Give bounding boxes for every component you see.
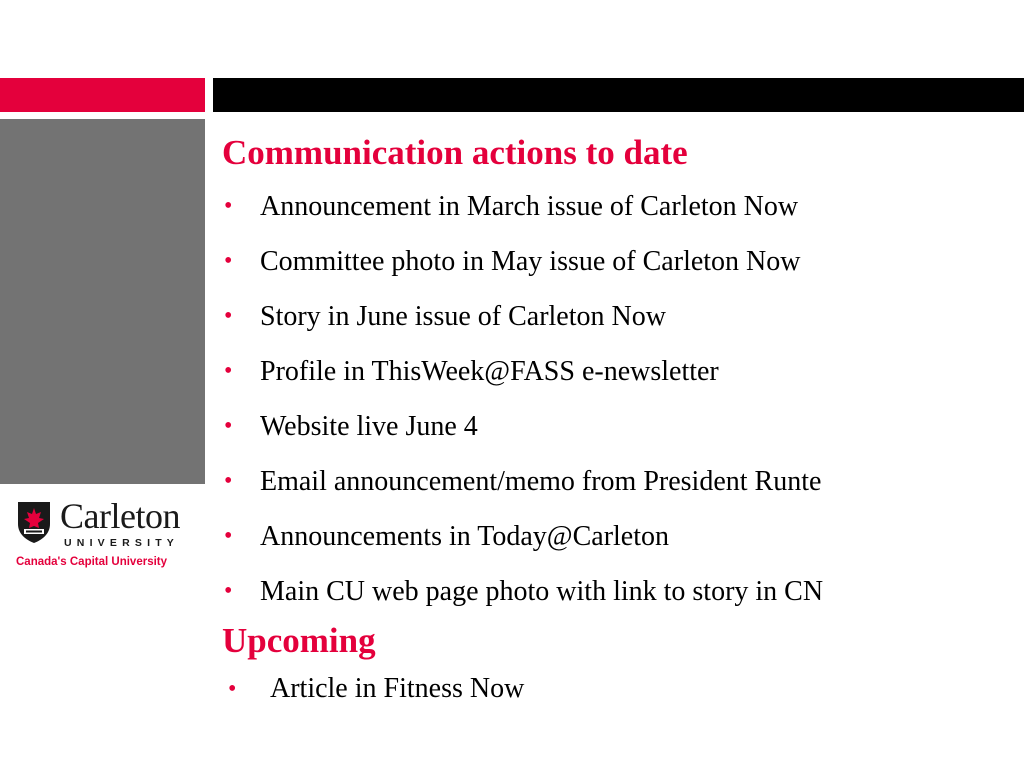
- bullet-icon: •: [228, 676, 237, 702]
- list-item: • Article in Fitness Now: [222, 667, 1012, 711]
- bullet-icon: •: [224, 578, 233, 604]
- bullet-icon: •: [224, 248, 233, 274]
- logo-subtitle: UNIVERSITY: [64, 537, 180, 549]
- logo-wordmark: Carleton: [60, 496, 180, 536]
- list-item: • Website live June 4: [222, 399, 1012, 454]
- university-logo: [14, 498, 194, 578]
- section-heading-upcoming: Upcoming: [222, 621, 376, 660]
- accent-bar-black: [213, 78, 1024, 112]
- list-item: • Main CU web page photo with link to story in CN: [222, 564, 1012, 619]
- list-item: • Profile in ThisWeek@FASS e-newsletter: [222, 344, 1012, 399]
- section-heading-actions: Communication actions to date: [222, 133, 688, 172]
- list-item: • Announcement in March issue of Carleton Now: [222, 179, 1012, 234]
- list-item: • Story in June issue of Carleton Now: [222, 289, 1012, 344]
- slide-content: [222, 131, 1012, 711]
- bullet-icon: •: [224, 358, 233, 384]
- list-item: • Announcements in Today@Carleton: [222, 509, 1012, 564]
- list-item: • Committee photo in May issue of Carleton Now: [222, 234, 1012, 289]
- side-panel: [0, 119, 205, 484]
- list-item: • Email announcement/memo from President Runte: [222, 454, 1012, 509]
- logo-tagline: Canada's Capital University: [16, 556, 168, 568]
- bullet-icon: •: [224, 193, 233, 219]
- bullet-icon: •: [224, 523, 233, 549]
- shield-crest-icon: [16, 500, 52, 544]
- actions-list: [222, 179, 1012, 619]
- accent-bar-red: [0, 78, 205, 112]
- bullet-icon: •: [224, 413, 233, 439]
- bullet-icon: •: [224, 303, 233, 329]
- bullet-icon: •: [224, 468, 233, 494]
- upcoming-list: [222, 667, 1012, 711]
